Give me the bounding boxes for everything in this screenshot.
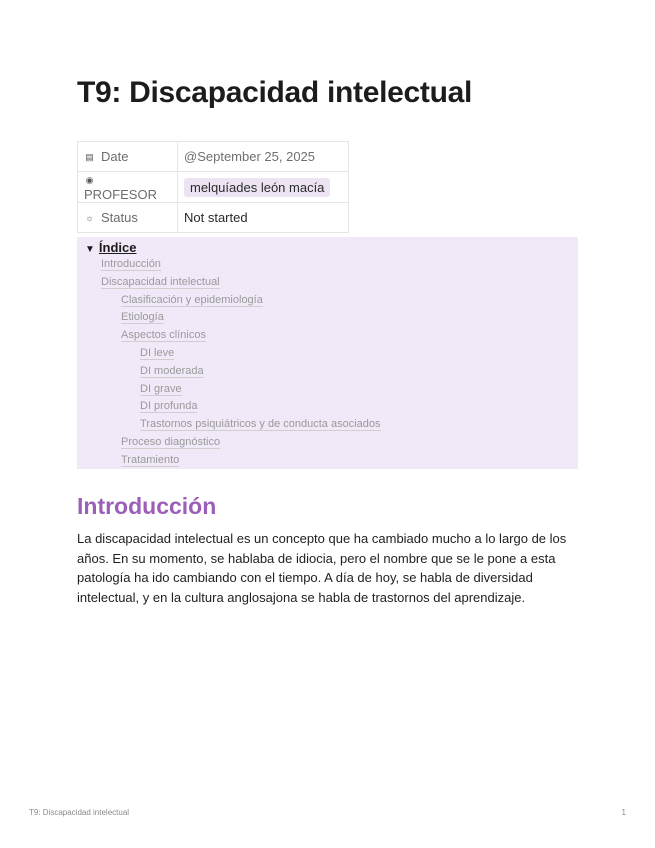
- toc-item[interactable]: [85, 256, 578, 274]
- toggle-triangle-icon[interactable]: ▼: [85, 244, 95, 255]
- table-of-contents: [77, 237, 578, 469]
- property-key-cell: [78, 172, 178, 203]
- property-value-cell[interactable]: [178, 142, 349, 172]
- status-icon: ☼: [85, 213, 94, 223]
- toc-item[interactable]: [85, 416, 578, 434]
- toc-item[interactable]: [85, 434, 578, 452]
- toc-link[interactable]: Aspectos clínicos: [121, 329, 206, 342]
- toc-link[interactable]: Introducción: [101, 258, 161, 270]
- property-row-status: [78, 203, 349, 233]
- page-title: T9: Discapacidad intelectual: [77, 76, 473, 109]
- toc-link[interactable]: Clasificación y epidemiología: [121, 293, 263, 306]
- toc-list: [85, 256, 578, 470]
- date-mention[interactable]: @September 25, 2025: [184, 149, 316, 164]
- toc-item[interactable]: [85, 292, 578, 310]
- toc-item[interactable]: [85, 398, 578, 416]
- property-key-profesor: PROFESOR: [84, 187, 157, 202]
- toc-link[interactable]: Etiología: [121, 311, 164, 324]
- toc-link[interactable]: DI grave: [140, 382, 182, 395]
- section-heading: Introducción: [77, 493, 217, 519]
- footer-doc-title: T9: Discapacidad intelectual: [29, 808, 130, 817]
- toc-link[interactable]: Trastornos psiquiátricos y de conducta asociados: [140, 418, 381, 431]
- footer-page-number: 1: [621, 808, 626, 817]
- toc-item[interactable]: [85, 274, 578, 292]
- property-key-date: Date: [101, 149, 129, 164]
- property-key-cell: [78, 142, 178, 172]
- toc-title[interactable]: Índice: [98, 240, 137, 255]
- toc-link[interactable]: Tratamiento: [121, 453, 180, 466]
- toc-item[interactable]: [85, 345, 578, 363]
- toc-link[interactable]: DI moderada: [140, 364, 204, 377]
- toc-item[interactable]: [85, 381, 578, 399]
- property-value-cell[interactable]: [178, 203, 349, 233]
- toc-item[interactable]: [85, 309, 578, 327]
- property-key-cell: [78, 203, 178, 233]
- toc-link[interactable]: DI profunda: [140, 400, 198, 413]
- toc-item[interactable]: [85, 327, 578, 345]
- calendar-icon: ▤: [85, 152, 94, 162]
- toc-toggle[interactable]: [85, 239, 578, 256]
- property-key-status: Status: [101, 210, 138, 225]
- toc-link[interactable]: Discapacidad intelectual: [101, 275, 220, 288]
- toc-link[interactable]: DI leve: [140, 346, 175, 359]
- property-row-profesor: [78, 172, 349, 203]
- person-icon: ◉: [85, 175, 94, 185]
- properties-table: [77, 141, 349, 233]
- toc-item[interactable]: [85, 363, 578, 381]
- property-value-cell[interactable]: [178, 172, 349, 203]
- profesor-tag[interactable]: melquíades león macía: [184, 178, 330, 197]
- toc-item[interactable]: [85, 452, 578, 470]
- toc-link[interactable]: Proceso diagnóstico: [121, 435, 221, 448]
- status-value[interactable]: Not started: [184, 210, 248, 225]
- paragraph: La discapacidad intelectual es un concepto que ha cambiado mucho a lo largo de los años. En su momento, se hablaba de idiocia, pero el nombre que se le pone a esta patología ha ido cambiando con el tiempo. A día de hoy, se habla de diversidad intelectual, y en la cultura anglosajona se habla de trastornos del aprendizaje.: [77, 531, 567, 605]
- property-row-date: [78, 142, 349, 172]
